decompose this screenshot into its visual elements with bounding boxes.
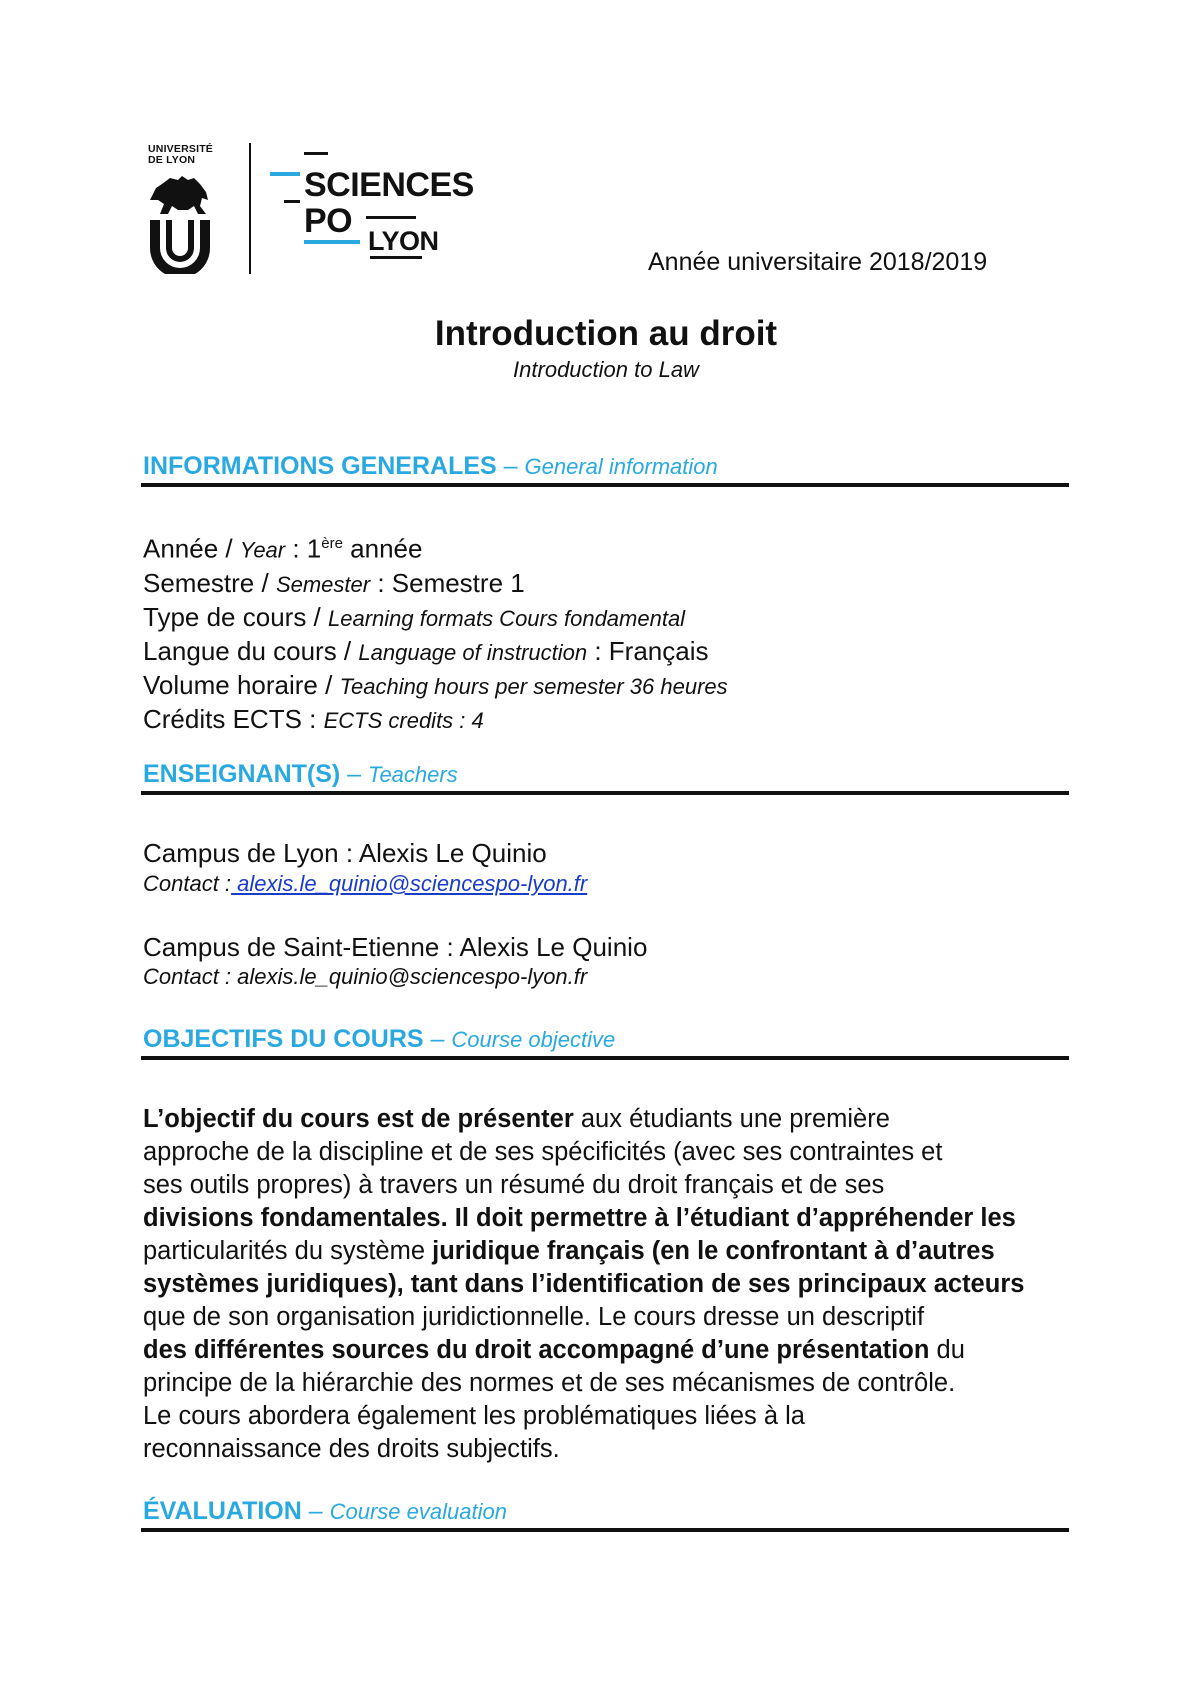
paragraph-line: divisions fondamentales. Il doit permettre à l’étudiant d’appréhender les [143, 1204, 1016, 1232]
info-value: : Français [587, 635, 709, 666]
heading-sep: – [301, 1497, 330, 1525]
info-value: : 1 [285, 533, 322, 564]
logo-dash [304, 152, 328, 155]
heading-en: General information [524, 454, 718, 479]
info-line-credits [143, 703, 728, 737]
contact-lyon [143, 871, 587, 897]
info-label-en: Teaching hours per semester 36 heures [339, 673, 728, 699]
heading-sep: – [423, 1025, 452, 1053]
section-rule [141, 791, 1069, 795]
info-label-en: Semester [275, 571, 371, 597]
course-subtitle: Introduction to Law [513, 357, 699, 382]
logo-word-po: PO [304, 202, 353, 240]
contact-lyon-email-link[interactable]: alexis.le_quinio@sciencespo-lyon.fr [231, 871, 588, 896]
logo-accent-bar [270, 172, 300, 176]
section-heading-teachers [143, 760, 458, 789]
paragraph-line: que de son organisation juridictionnelle. Le cours dresse un descriptif [143, 1303, 925, 1331]
heading-en: Teachers [368, 762, 458, 787]
contact-st-etienne: Contact : alexis.le_quinio@sciencespo-lyon.fr [143, 964, 588, 989]
info-label-en: Learning formats Cours fondamental [327, 605, 686, 631]
logo-dash [366, 216, 416, 219]
paragraph-line: L’objectif du cours est de présenter aux étudiants une première [143, 1105, 890, 1133]
section-rule [141, 483, 1069, 487]
heading-sep: – [496, 452, 525, 480]
heading-fr: INFORMATIONS GENERALES [143, 452, 497, 480]
info-label: Semestre / [143, 567, 276, 598]
academic-year: Année universitaire 2018/2019 [648, 248, 988, 276]
logo-word-lyon: LYON [368, 226, 439, 256]
info-label-en: ECTS credits : 4 [323, 707, 484, 733]
paragraph-line: ses outils propres) à travers un résumé du droit français et de ses [143, 1171, 885, 1199]
contact-label: Contact : [143, 871, 232, 896]
paragraph-line: des différentes sources du droit accompagné d’une présentation du [143, 1336, 965, 1364]
info-label-en: Year [239, 537, 286, 563]
logo-divider [249, 143, 251, 274]
teacher-lyon: Campus de Lyon : Alexis Le Quinio [143, 838, 547, 868]
info-label: Année / [143, 533, 240, 564]
info-label: Volume horaire / [143, 669, 340, 700]
general-info-list [143, 527, 728, 737]
info-label: Type de cours / [143, 601, 328, 632]
info-line-year [143, 527, 728, 567]
info-line-type [143, 601, 728, 635]
section-rule [141, 1528, 1069, 1532]
info-label: Langue du cours / [143, 635, 359, 666]
info-value: : Semestre 1 [370, 567, 525, 598]
de-lyon-label: DE LYON [148, 154, 196, 166]
logo-dash [370, 256, 422, 259]
heading-en: Course evaluation [329, 1499, 507, 1524]
heading-fr: ENSEIGNANT(S) [143, 760, 341, 788]
info-line-hours [143, 669, 728, 703]
paragraph-line: particularités du système juridique français (en le confrontant à d’autres [143, 1237, 995, 1265]
info-label-en: Language of instruction [358, 639, 588, 665]
info-label: Crédits ECTS : [143, 703, 324, 734]
u-emblem-icon [148, 220, 212, 274]
paragraph-line: systèmes juridiques), tant dans l’identification de ses principaux acteurs [143, 1270, 1025, 1298]
paragraph-line: Le cours abordera également les problématiques liées à la [143, 1402, 805, 1430]
universite-label: UNIVERSITÉ [148, 143, 214, 155]
section-heading-objectives [143, 1025, 615, 1054]
heading-fr: OBJECTIFS DU COURS [143, 1025, 424, 1053]
section-heading-evaluation [143, 1497, 507, 1526]
info-value: année [342, 533, 423, 564]
section-heading-general [143, 452, 718, 481]
logo-word-sciences: SCIENCES [304, 166, 474, 204]
section-rule [141, 1056, 1069, 1060]
heading-sep: – [340, 760, 369, 788]
paragraph-line: principe de la hiérarchie des normes et de ses mécanismes de contrôle. [143, 1369, 956, 1397]
logo-accent-bar [304, 240, 360, 244]
course-title: Introduction au droit [434, 314, 778, 353]
info-line-semester [143, 567, 728, 601]
heading-en: Course objective [451, 1027, 616, 1052]
paragraph-line: reconnaissance des droits subjectifs. [143, 1435, 560, 1463]
info-value-sup: ère [321, 535, 343, 552]
teacher-st-etienne: Campus de Saint-Etienne : Alexis Le Quinio [143, 932, 648, 962]
objectives-paragraph [143, 1103, 1073, 1466]
heading-fr: ÉVALUATION [143, 1497, 302, 1525]
logo-dash [284, 200, 300, 203]
info-line-language [143, 635, 728, 669]
universite-de-lyon-logo [148, 144, 212, 274]
sciences-po-lyon-logo [262, 152, 492, 262]
paragraph-line: approche de la discipline et de ses spécificités (avec ses contraintes et [143, 1138, 943, 1166]
lion-icon [148, 170, 212, 218]
